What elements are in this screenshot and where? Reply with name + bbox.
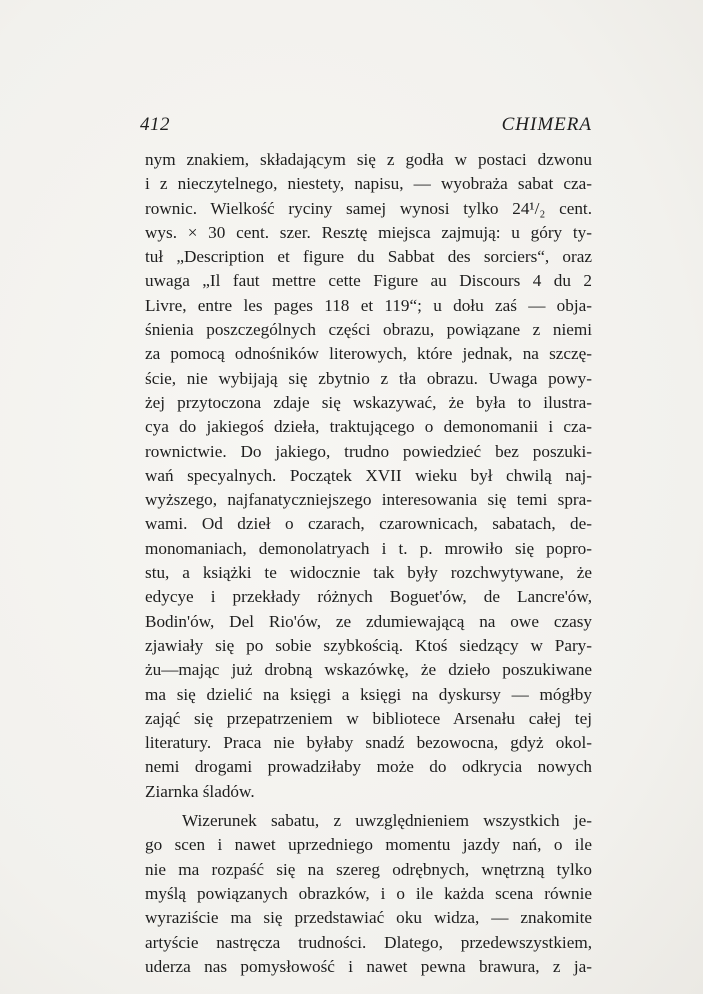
text-line: żu—mając już drobną wskazówkę, że dzieło poszukiwane <box>145 660 592 680</box>
text-line: rownic. Wielkość ryciny samej wynosi tylko 24¹/₂ cent. <box>145 198 592 218</box>
text-line: nemi drogami prowadziłaby może do odkrycia nowych <box>145 757 592 777</box>
text-line: artyście nastręcza trudności. Dlatego, przedewszystkiem, <box>145 932 592 952</box>
text-line: nym znakiem, składającym się z godła w postaci dzwonu <box>145 150 592 169</box>
text-line: myślą powiązanych obrazków, i o ile każda scena równie <box>145 883 592 903</box>
text-line: wań specyalnych. Początek XVII wieku był chwilą naj- <box>145 465 592 485</box>
text-line: stu, a książki te widocznie tak były rozchwytywane, że <box>145 563 592 583</box>
text-line: rownictwie. Do jakiego, trudno powiedzieć bez poszuki- <box>145 441 592 461</box>
text-line: Livre, entre les pages 118 et 119“; u dołu zaś — obja- <box>145 295 592 315</box>
page-header <box>140 110 592 136</box>
text-line: uderza nas pomysłowość i nawet pewna brawura, z ja- <box>145 956 592 976</box>
text-line: żej przytoczona zdaje się wskazywać, że była to ilustra- <box>145 392 592 412</box>
text-line: zjawiały się po sobie szybkością. Ktoś siedzący w Pary- <box>145 635 592 655</box>
text-line: ma się dzielić na księgi a księgi na dyskursy — mógłby <box>145 684 592 704</box>
paragraph-1 <box>145 148 592 804</box>
text-line: literatury. Praca nie byłaby snadź bezowocna, gdyż okol- <box>145 733 592 753</box>
text-line: ście, nie wybijają się zbytnio z tła obrazu. Uwaga powy- <box>145 368 592 388</box>
text-line: nie ma rozpaść się na szereg odrębnych, wnętrzną tylko <box>145 859 592 879</box>
text-line: za pomocą odnośników literowych, które jednak, na szczę- <box>145 344 592 364</box>
page-number: 412 <box>140 114 170 135</box>
text-line: i z nieczytelnego, niestety, napisu, — wyobraża sabat cza- <box>145 174 592 194</box>
paragraph-2 <box>145 809 592 979</box>
text-line: Wizerunek sabatu, z uwzględnieniem wszystkich je- <box>182 811 592 831</box>
text-line: Ziarnka śladów. <box>145 781 255 801</box>
text-line: Bodin'ów, Del Rio'ów, ze zdumiewającą na owe czasy <box>145 611 592 631</box>
text-line: monomaniach, demonolatryach i t. p. mrowiło się popro- <box>145 538 592 558</box>
running-head: CHIMERA <box>501 114 592 135</box>
text-line: uwaga „Il faut mettre cette Figure au Discours 4 du 2 <box>145 271 592 291</box>
text-line: wys. × 30 cent. szer. Resztę miejsca zajmują: u góry ty- <box>145 222 592 242</box>
text-line: cya do jakiegoś dzieła, traktującego o demonomanii i cza- <box>145 417 592 437</box>
text-line: wyraziście ma się przedstawiać oku widza, — znakomite <box>145 908 592 928</box>
text-line: wyższego, najfanatyczniejszego interesowania się temi spra- <box>145 490 592 510</box>
text-line: zająć się przepatrzeniem w bibliotece Arsenału całej tej <box>145 708 592 728</box>
text-line: edycye i przekłady różnych Boguet'ów, de Lancre'ów, <box>145 587 592 607</box>
text-line: go scen i nawet uprzedniego momentu jazdy nań, o ile <box>145 835 592 855</box>
body-text <box>145 148 592 979</box>
text-line: śnienia poszczególnych części obrazu, powiązane z niemi <box>145 320 592 340</box>
text-line: tuł „Description et figure du Sabbat des sorciers“, oraz <box>145 247 592 267</box>
text-line: wami. Od dzieł o czarach, czarownicach, sabatach, de- <box>145 514 592 534</box>
